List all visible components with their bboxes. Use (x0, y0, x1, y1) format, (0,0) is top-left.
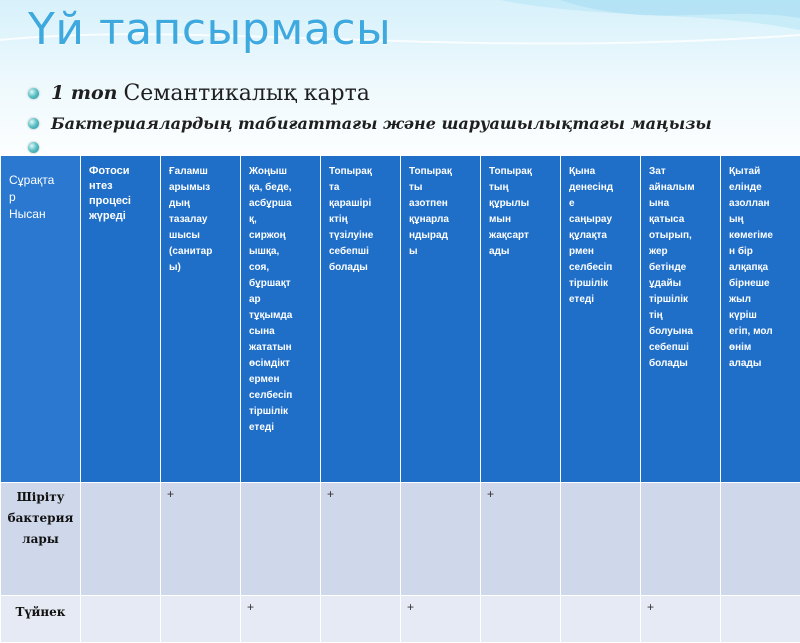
table-cell[interactable] (401, 483, 481, 596)
column-header (721, 156, 800, 483)
column-header (81, 156, 161, 483)
column-header-text: Жоңыш қа, беде, асбұрша қ, сиржоң ышқа, соя, бұршақт ар тұқымда сына жататын өсімдікт ермен селбесіп тіршілік етеді (249, 164, 314, 436)
column-header-text: Зат айналым ына қатыса отырып, жер бетінде ұдайы тіршілік тің болуына себепші болады (649, 164, 714, 372)
bullet-list (28, 78, 712, 150)
teal-orb-icon (28, 118, 39, 129)
column-header (481, 156, 561, 483)
teal-orb-icon (28, 142, 39, 153)
subtitle: Бактериаялардың табиғаттағы және шаруашылықтағы маңызы (51, 114, 712, 133)
topic-number: 1 топ (51, 82, 117, 104)
corner-header-text: Сұрақта р Нысан (9, 172, 74, 223)
row-header (1, 596, 81, 643)
row-header-text: Шіріту бактерия лары (8, 490, 74, 546)
table-row (1, 596, 800, 643)
topic-name: Семантикалық карта (123, 81, 370, 106)
column-header-text: Топырақ ты азотпен құнарла ндырад ы (409, 164, 474, 260)
column-header (401, 156, 481, 483)
table-cell[interactable] (721, 596, 800, 643)
column-header-text: Топырақ тың құрылы мын жақсарт ады (489, 164, 554, 260)
column-header (321, 156, 401, 483)
table-cell[interactable] (321, 596, 401, 643)
table-cell[interactable] (641, 483, 721, 596)
table-cell[interactable] (721, 483, 800, 596)
table-cell[interactable]: + (161, 483, 241, 596)
column-header-text: Қына денесінд е саңырау құлақта рмен селбесіп тіршілік етеді (569, 164, 634, 308)
table-cell[interactable]: + (321, 483, 401, 596)
column-header-text: Ғаламш арымыз дың тазалау шысы (санитар ы) (169, 164, 234, 276)
column-header (161, 156, 241, 483)
table-cell[interactable] (161, 596, 241, 643)
column-header (561, 156, 641, 483)
table-cell[interactable] (481, 596, 561, 643)
row-header-text: Түйнек (16, 605, 66, 619)
row-header (1, 483, 81, 596)
teal-orb-icon (28, 88, 39, 99)
column-header (641, 156, 721, 483)
table-cell[interactable]: + (401, 596, 481, 643)
column-header-text: Фотоси нтез процесі жүреді (89, 164, 154, 224)
column-header-text: Қытай елінде азоллан ың көмегіме н бір алқапқа бірнеше жыл күріш егіп, мол өнім алады (729, 164, 794, 372)
bullet-empty (28, 138, 712, 150)
table-cell[interactable] (81, 596, 161, 643)
page-title: Үй тапсырмасы (28, 6, 391, 54)
semantic-map-table (0, 155, 800, 643)
table-cell[interactable]: + (481, 483, 561, 596)
bullet-topic (28, 78, 712, 108)
table-header-row (1, 156, 800, 483)
table-cell[interactable] (561, 596, 641, 643)
column-header (241, 156, 321, 483)
table-row (1, 483, 800, 596)
table-cell[interactable]: + (641, 596, 721, 643)
table-cell[interactable] (241, 483, 321, 596)
table-cell[interactable] (81, 483, 161, 596)
table-cell[interactable] (561, 483, 641, 596)
column-header-text: Топырақ та қарашірі ктің түзілуіне себепші болады (329, 164, 394, 276)
corner-header (1, 156, 81, 483)
table-cell[interactable]: + (241, 596, 321, 643)
bullet-subtitle (28, 108, 712, 138)
